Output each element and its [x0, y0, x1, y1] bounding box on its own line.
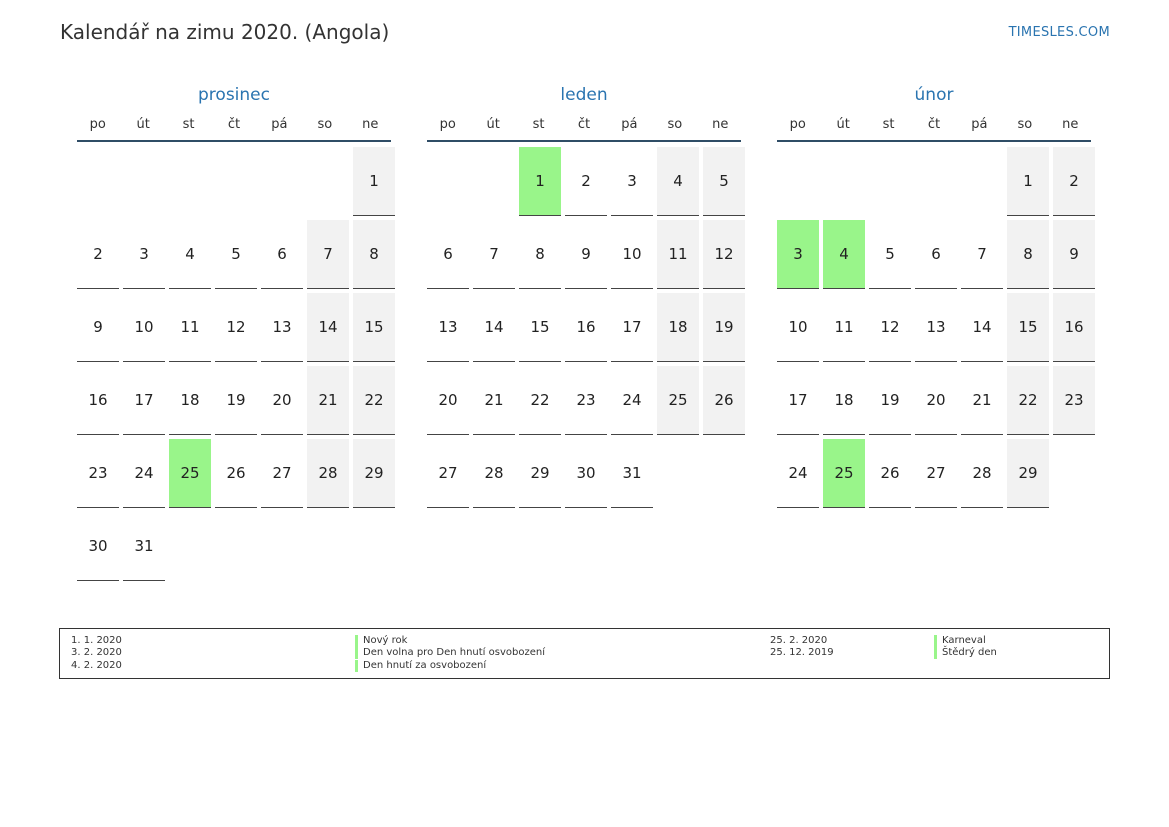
day-cell[interactable]: 16 [1053, 293, 1095, 362]
day-cell[interactable]: 16 [77, 366, 119, 435]
holiday-day-cell[interactable]: 3 [777, 220, 819, 289]
day-cell[interactable]: 3 [123, 220, 165, 289]
day-cell[interactable]: 21 [961, 366, 1003, 435]
day-cell[interactable]: 28 [307, 439, 349, 508]
weekday-label: st [882, 117, 895, 132]
day-cell[interactable]: 8 [353, 220, 395, 289]
day-cell[interactable]: 29 [353, 439, 395, 508]
empty-cell [427, 147, 469, 216]
day-grid [77, 147, 391, 581]
weekday-label: pá [271, 117, 288, 132]
empty-cell [961, 147, 1003, 216]
weekday-header [77, 110, 391, 142]
day-cell[interactable]: 15 [1007, 293, 1049, 362]
day-cell[interactable]: 23 [1053, 366, 1095, 435]
legend-date: 25. 2. 2020 [770, 635, 828, 646]
day-cell[interactable]: 1 [1007, 147, 1049, 216]
day-cell[interactable]: 17 [611, 293, 653, 362]
day-cell[interactable]: 2 [565, 147, 607, 216]
weekday-label: st [182, 117, 195, 132]
weekday-label: po [789, 117, 806, 132]
empty-cell [261, 147, 303, 216]
weekday-label: so [667, 117, 683, 132]
day-cell[interactable]: 9 [565, 220, 607, 289]
weekday-label: čt [227, 117, 241, 132]
legend-holiday-name: Den volna pro Den hnutí osvobození [355, 647, 545, 659]
month-december [77, 80, 391, 581]
weekday-label: so [317, 117, 333, 132]
day-cell[interactable]: 17 [123, 366, 165, 435]
day-cell[interactable]: 1 [353, 147, 395, 216]
day-cell[interactable]: 20 [915, 366, 957, 435]
weekday-label: ne [362, 117, 379, 132]
day-cell[interactable]: 24 [611, 366, 653, 435]
day-cell[interactable]: 17 [777, 366, 819, 435]
day-cell[interactable]: 13 [427, 293, 469, 362]
day-cell[interactable]: 23 [77, 439, 119, 508]
empty-cell [123, 147, 165, 216]
day-cell[interactable]: 26 [703, 366, 745, 435]
day-cell[interactable]: 13 [915, 293, 957, 362]
legend-date: 25. 12. 2019 [770, 647, 834, 658]
day-cell[interactable]: 27 [261, 439, 303, 508]
day-cell[interactable]: 24 [123, 439, 165, 508]
empty-cell [473, 147, 515, 216]
day-cell[interactable]: 15 [519, 293, 561, 362]
day-cell[interactable]: 18 [657, 293, 699, 362]
day-cell[interactable]: 22 [519, 366, 561, 435]
day-cell[interactable]: 26 [215, 439, 257, 508]
day-cell[interactable]: 31 [123, 512, 165, 581]
legend-holiday-name: Štědrý den [934, 647, 997, 659]
day-cell[interactable]: 5 [703, 147, 745, 216]
weekday-label: ne [1062, 117, 1079, 132]
day-cell[interactable]: 27 [915, 439, 957, 508]
day-cell[interactable]: 7 [307, 220, 349, 289]
empty-cell [169, 147, 211, 216]
legend-holiday-name: Den hnutí za osvobození [355, 660, 486, 672]
month-february [777, 80, 1091, 508]
legend-holiday-name: Nový rok [355, 635, 407, 647]
day-cell[interactable]: 21 [473, 366, 515, 435]
day-cell[interactable]: 9 [1053, 220, 1095, 289]
weekday-header [427, 110, 741, 142]
month-name: prosinec [198, 85, 270, 105]
weekday-label: čt [577, 117, 591, 132]
day-cell[interactable]: 24 [777, 439, 819, 508]
day-cell[interactable]: 12 [215, 293, 257, 362]
empty-cell [215, 147, 257, 216]
day-cell[interactable]: 26 [869, 439, 911, 508]
holiday-legend [59, 628, 1110, 679]
day-cell[interactable]: 14 [961, 293, 1003, 362]
day-cell[interactable]: 2 [77, 220, 119, 289]
day-cell[interactable]: 9 [77, 293, 119, 362]
day-cell[interactable]: 2 [1053, 147, 1095, 216]
day-cell[interactable]: 21 [307, 366, 349, 435]
brand-link[interactable]: TIMESLES.COM [1008, 25, 1110, 40]
legend-holiday-name: Karneval [934, 635, 986, 647]
page-title: Kalendář na zimu 2020. (Angola) [60, 20, 390, 44]
day-cell[interactable]: 7 [473, 220, 515, 289]
day-cell[interactable]: 6 [915, 220, 957, 289]
day-cell[interactable]: 3 [611, 147, 653, 216]
legend-date: 3. 2. 2020 [71, 647, 122, 658]
day-cell[interactable]: 29 [1007, 439, 1049, 508]
day-cell[interactable]: 30 [77, 512, 119, 581]
day-cell[interactable]: 5 [869, 220, 911, 289]
day-cell[interactable]: 22 [353, 366, 395, 435]
holiday-day-cell[interactable]: 25 [823, 439, 865, 508]
day-cell[interactable]: 18 [169, 366, 211, 435]
empty-cell [915, 147, 957, 216]
day-cell[interactable]: 14 [473, 293, 515, 362]
day-cell[interactable]: 14 [307, 293, 349, 362]
day-cell[interactable]: 6 [427, 220, 469, 289]
weekday-label: pá [621, 117, 638, 132]
empty-cell [823, 147, 865, 216]
legend-date: 4. 2. 2020 [71, 660, 122, 671]
day-cell[interactable]: 4 [657, 147, 699, 216]
day-cell[interactable]: 18 [823, 366, 865, 435]
weekday-label: út [836, 117, 850, 132]
day-cell[interactable]: 27 [427, 439, 469, 508]
day-cell[interactable]: 19 [215, 366, 257, 435]
day-cell[interactable]: 30 [565, 439, 607, 508]
month-january [427, 80, 741, 508]
day-cell[interactable]: 20 [427, 366, 469, 435]
day-cell[interactable]: 11 [823, 293, 865, 362]
day-cell[interactable]: 8 [1007, 220, 1049, 289]
day-cell[interactable]: 6 [261, 220, 303, 289]
day-cell[interactable]: 28 [961, 439, 1003, 508]
weekday-label: čt [927, 117, 941, 132]
day-cell[interactable]: 19 [869, 366, 911, 435]
day-cell[interactable]: 11 [657, 220, 699, 289]
day-cell[interactable]: 7 [961, 220, 1003, 289]
day-cell[interactable]: 10 [777, 293, 819, 362]
holiday-day-cell[interactable]: 4 [823, 220, 865, 289]
day-cell[interactable]: 13 [261, 293, 303, 362]
day-cell[interactable]: 10 [123, 293, 165, 362]
weekday-label: so [1017, 117, 1033, 132]
day-cell[interactable]: 31 [611, 439, 653, 508]
day-cell[interactable]: 22 [1007, 366, 1049, 435]
empty-cell [777, 147, 819, 216]
empty-cell [77, 147, 119, 216]
day-cell[interactable]: 8 [519, 220, 561, 289]
day-cell[interactable]: 5 [215, 220, 257, 289]
month-name: únor [914, 85, 954, 105]
weekday-label: út [486, 117, 500, 132]
weekday-header [777, 110, 1091, 142]
empty-cell [307, 147, 349, 216]
day-grid [777, 147, 1091, 508]
day-cell[interactable]: 11 [169, 293, 211, 362]
day-grid [427, 147, 741, 508]
day-cell[interactable]: 15 [353, 293, 395, 362]
holiday-day-cell[interactable]: 1 [519, 147, 561, 216]
weekday-label: út [136, 117, 150, 132]
weekday-label: pá [971, 117, 988, 132]
day-cell[interactable]: 25 [657, 366, 699, 435]
day-cell[interactable]: 23 [565, 366, 607, 435]
day-cell[interactable]: 19 [703, 293, 745, 362]
holiday-day-cell[interactable]: 25 [169, 439, 211, 508]
weekday-label: po [439, 117, 456, 132]
month-name: leden [560, 85, 608, 105]
day-cell[interactable]: 28 [473, 439, 515, 508]
legend-date: 1. 1. 2020 [71, 635, 122, 646]
day-cell[interactable]: 29 [519, 439, 561, 508]
day-cell[interactable]: 20 [261, 366, 303, 435]
weekday-label: ne [712, 117, 729, 132]
day-cell[interactable]: 12 [703, 220, 745, 289]
day-cell[interactable]: 10 [611, 220, 653, 289]
weekday-label: st [532, 117, 545, 132]
day-cell[interactable]: 16 [565, 293, 607, 362]
day-cell[interactable]: 12 [869, 293, 911, 362]
weekday-label: po [89, 117, 106, 132]
empty-cell [869, 147, 911, 216]
day-cell[interactable]: 4 [169, 220, 211, 289]
